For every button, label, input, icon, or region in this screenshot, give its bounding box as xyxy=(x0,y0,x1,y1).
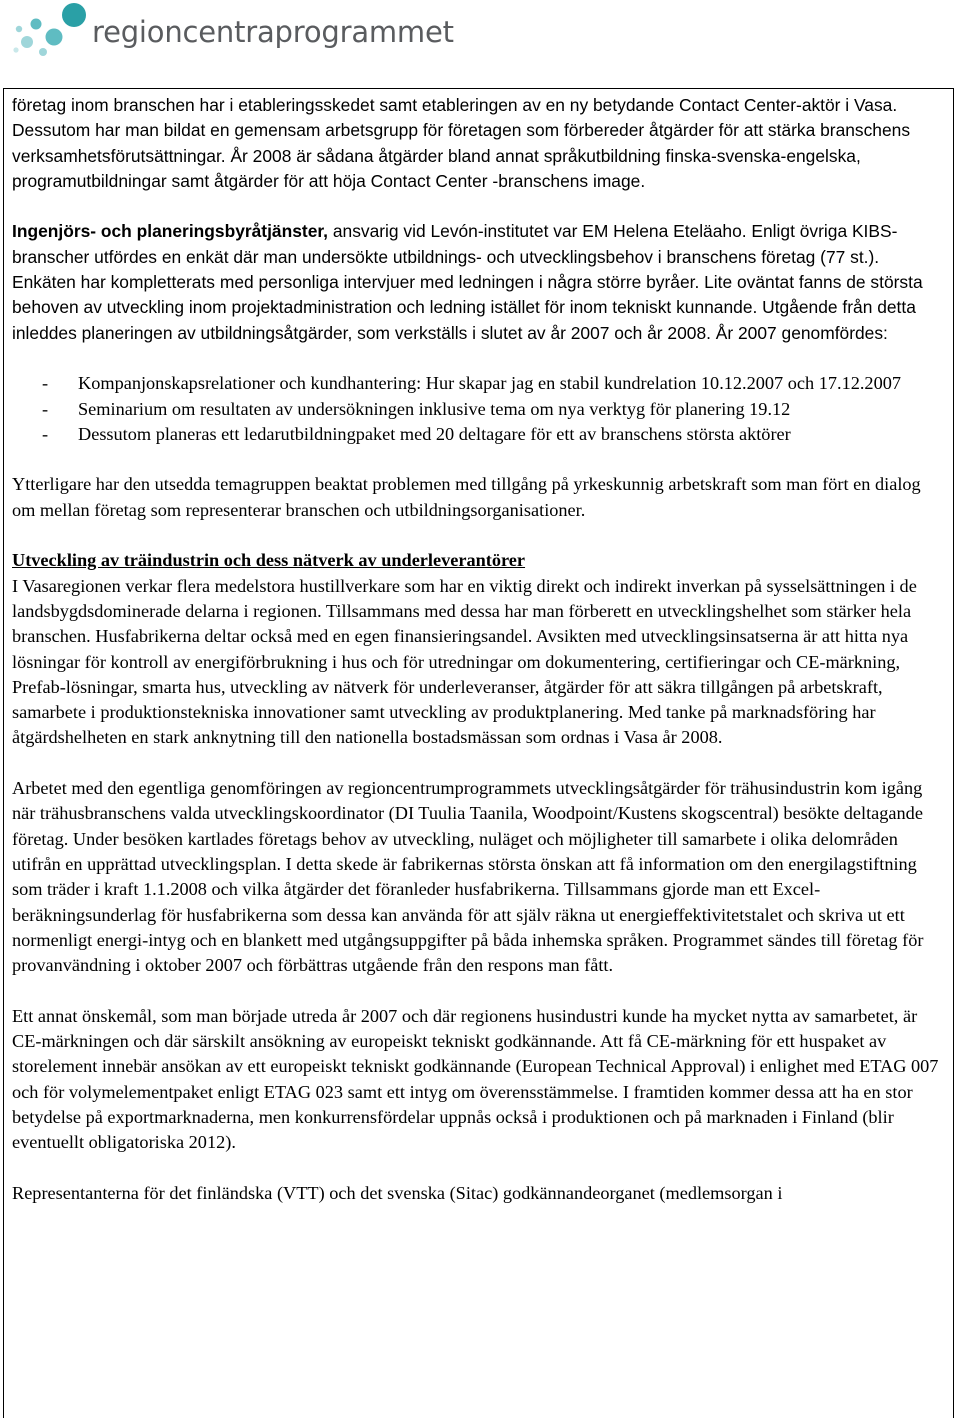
dot-cluster-logo-icon xyxy=(10,2,88,58)
kibs-text: ansvarig vid Levón-institutet var EM Helena Eteläaho. Enligt övriga KIBS-branscher utfördes en enkät där man undersökte utbildnings- och utvecklingsbehov i branschens företag (77 st.). Enkäten har kompletterats med personliga intervjuer med ledningen i några större byråer. Lite oväntat fanns de största behoven av utveckling inom projektadministration och ledning istället för inom tekniskt kunnande. Utgående från detta inleddes planeringen av utbildningsåtgärder, som verkställs i slutet av år 2007 och år 2008. År 2007 genomfördes: xyxy=(12,221,923,343)
kibs-lead: Ingenjörs- och planeringsbyråtjänster, xyxy=(12,221,329,242)
temagrupp-paragraph: Ytterligare har den utsedda temagruppen beaktat problemen med tillgång på yrkeskunnig arbetskraft som man fört en dialog om mellan företag som representerar branschen och utbildningsorganisationer. xyxy=(12,474,921,520)
list-item: - Kompanjonskapsrelationer och kundhantering: Hur skapar jag en stabil kundrelation 10.12.2007 och 17.12.2007 xyxy=(42,373,901,394)
section-heading: Utveckling av träindustrin och dess nätverk av underleverantörer xyxy=(12,550,526,571)
page-header xyxy=(0,0,960,86)
representanterna-paragraph: Representanterna för det finländska (VTT) och det svenska (Sitac) godkännandeorganet (medlemsorgan i xyxy=(12,1182,783,1203)
list-item: - Seminarium om resultaten av undersökningen inklusive tema om nya verktyg för planering 19.12 xyxy=(42,398,791,419)
onskemal-paragraph: Ett annat önskemål, som man började utreda år 2007 och där regionens husindustri kunde ha mycket nytta av samarbetet, är CE-märkningen och där särskilt ansökning av europeiskt tekniskt godkännande. Att få CE-märkning för ett huspaket av storelement innebär ansökan av ett europeiskt tekniskt godkännande (European Technical Approval) i enlighet med ETAG 007 och för volymelementpaket enligt ETAG 023 samt ett intyg om överensstämmelse. I framtiden kommer dessa att ha en stor betydelse på exportmarknaderna, men konkurrensfördelar uppnås också i produktionen och på marknaden i Finland (blir eventuellt obligatoriska 2012). xyxy=(12,1005,939,1153)
arbetet-paragraph: Arbetet med den egentliga genomföringen av regioncentrumprogrammets utvecklingsåtgärder för trähusindustrin kom igång när trähusbranschens valda utvecklingskoordinator (DI Tuulia Taanila, Woodpoint/Kustens skogscentral) besökte deltagande företag. Under besöken kartlades företags behov av utveckling, nuläget och möjligheter till samarbete i olika delområden utifrån en upprättad utvecklingsplan. I detta skede är fabrikernas största önskan att få information om den energilagstiftning som träder i kraft 1.1.2008 och vilka åtgärder det föranleder husfabrikerna. Tillsammans gjorde man ett Excel-beräkningsunderlag för husfabrikerna som dessa kan använda för att själv räkna ut energieffektivitetstalet och skriva ut ett normenligt energi-intyg och en blankett med utgångsuppgifter på båda inhemska språken. Programmet sändes till företag för provanvändning i oktober 2007 och förbättras utgående från den respons man fått. xyxy=(12,778,924,976)
list-item: - Dessutom planeras ett ledarutbildningpaket med 20 deltagare för ett av branschens största aktörer xyxy=(42,423,791,444)
activity-list xyxy=(12,371,947,447)
document-body xyxy=(12,93,947,1206)
vasaregionen-paragraph: I Vasaregionen verkar flera medelstora hustillverkare som har en viktig direkt och indirekt inverkan på sysselsättningen i de landsbygdsdominerade delarna i regionen. Tillsammans med dessa har man förberett en utvecklingshelhet som stärker hela branschen. Husfabrikerna deltar också med en egen finansieringsandel. Avsikten med utvecklingsinsatserna är att hitta nya lösningar för kontroll av energiförbrukning i hus och för utredningar om dokumentering, certifieringar och CE-märkning, Prefab-lösningar, smarta hus, utveckling av nätverk för underleveranser, åtgärder för att säkra tillgången på arbetskraft, samarbete i produktionstekniska innovationer samt utveckling av produktplanering. Med tanke på marknadsföring har åtgärdshelheten en stark anknytning till den nationella bostadsmässan som ordnas i Vasa år 2008. xyxy=(12,575,917,748)
intro-paragraph: företag inom branschen har i etableringsskedet samt etableringen av en ny betydande Contact Center-aktör i Vasa. Dessutom har man bildat en gemensam arbetsgrupp för företagen som förbereder åtgärder för att stärka branschens verksamhetsförutsättningar. År 2008 är sådana åtgärder bland annat språkutbildning finska-svenska-engelska, programutbildningar samt åtgärder för att höja Contact Center -branschens image. xyxy=(12,95,911,191)
brand-name: regioncentraprogrammet xyxy=(92,15,454,49)
kibs-paragraph xyxy=(12,219,947,345)
